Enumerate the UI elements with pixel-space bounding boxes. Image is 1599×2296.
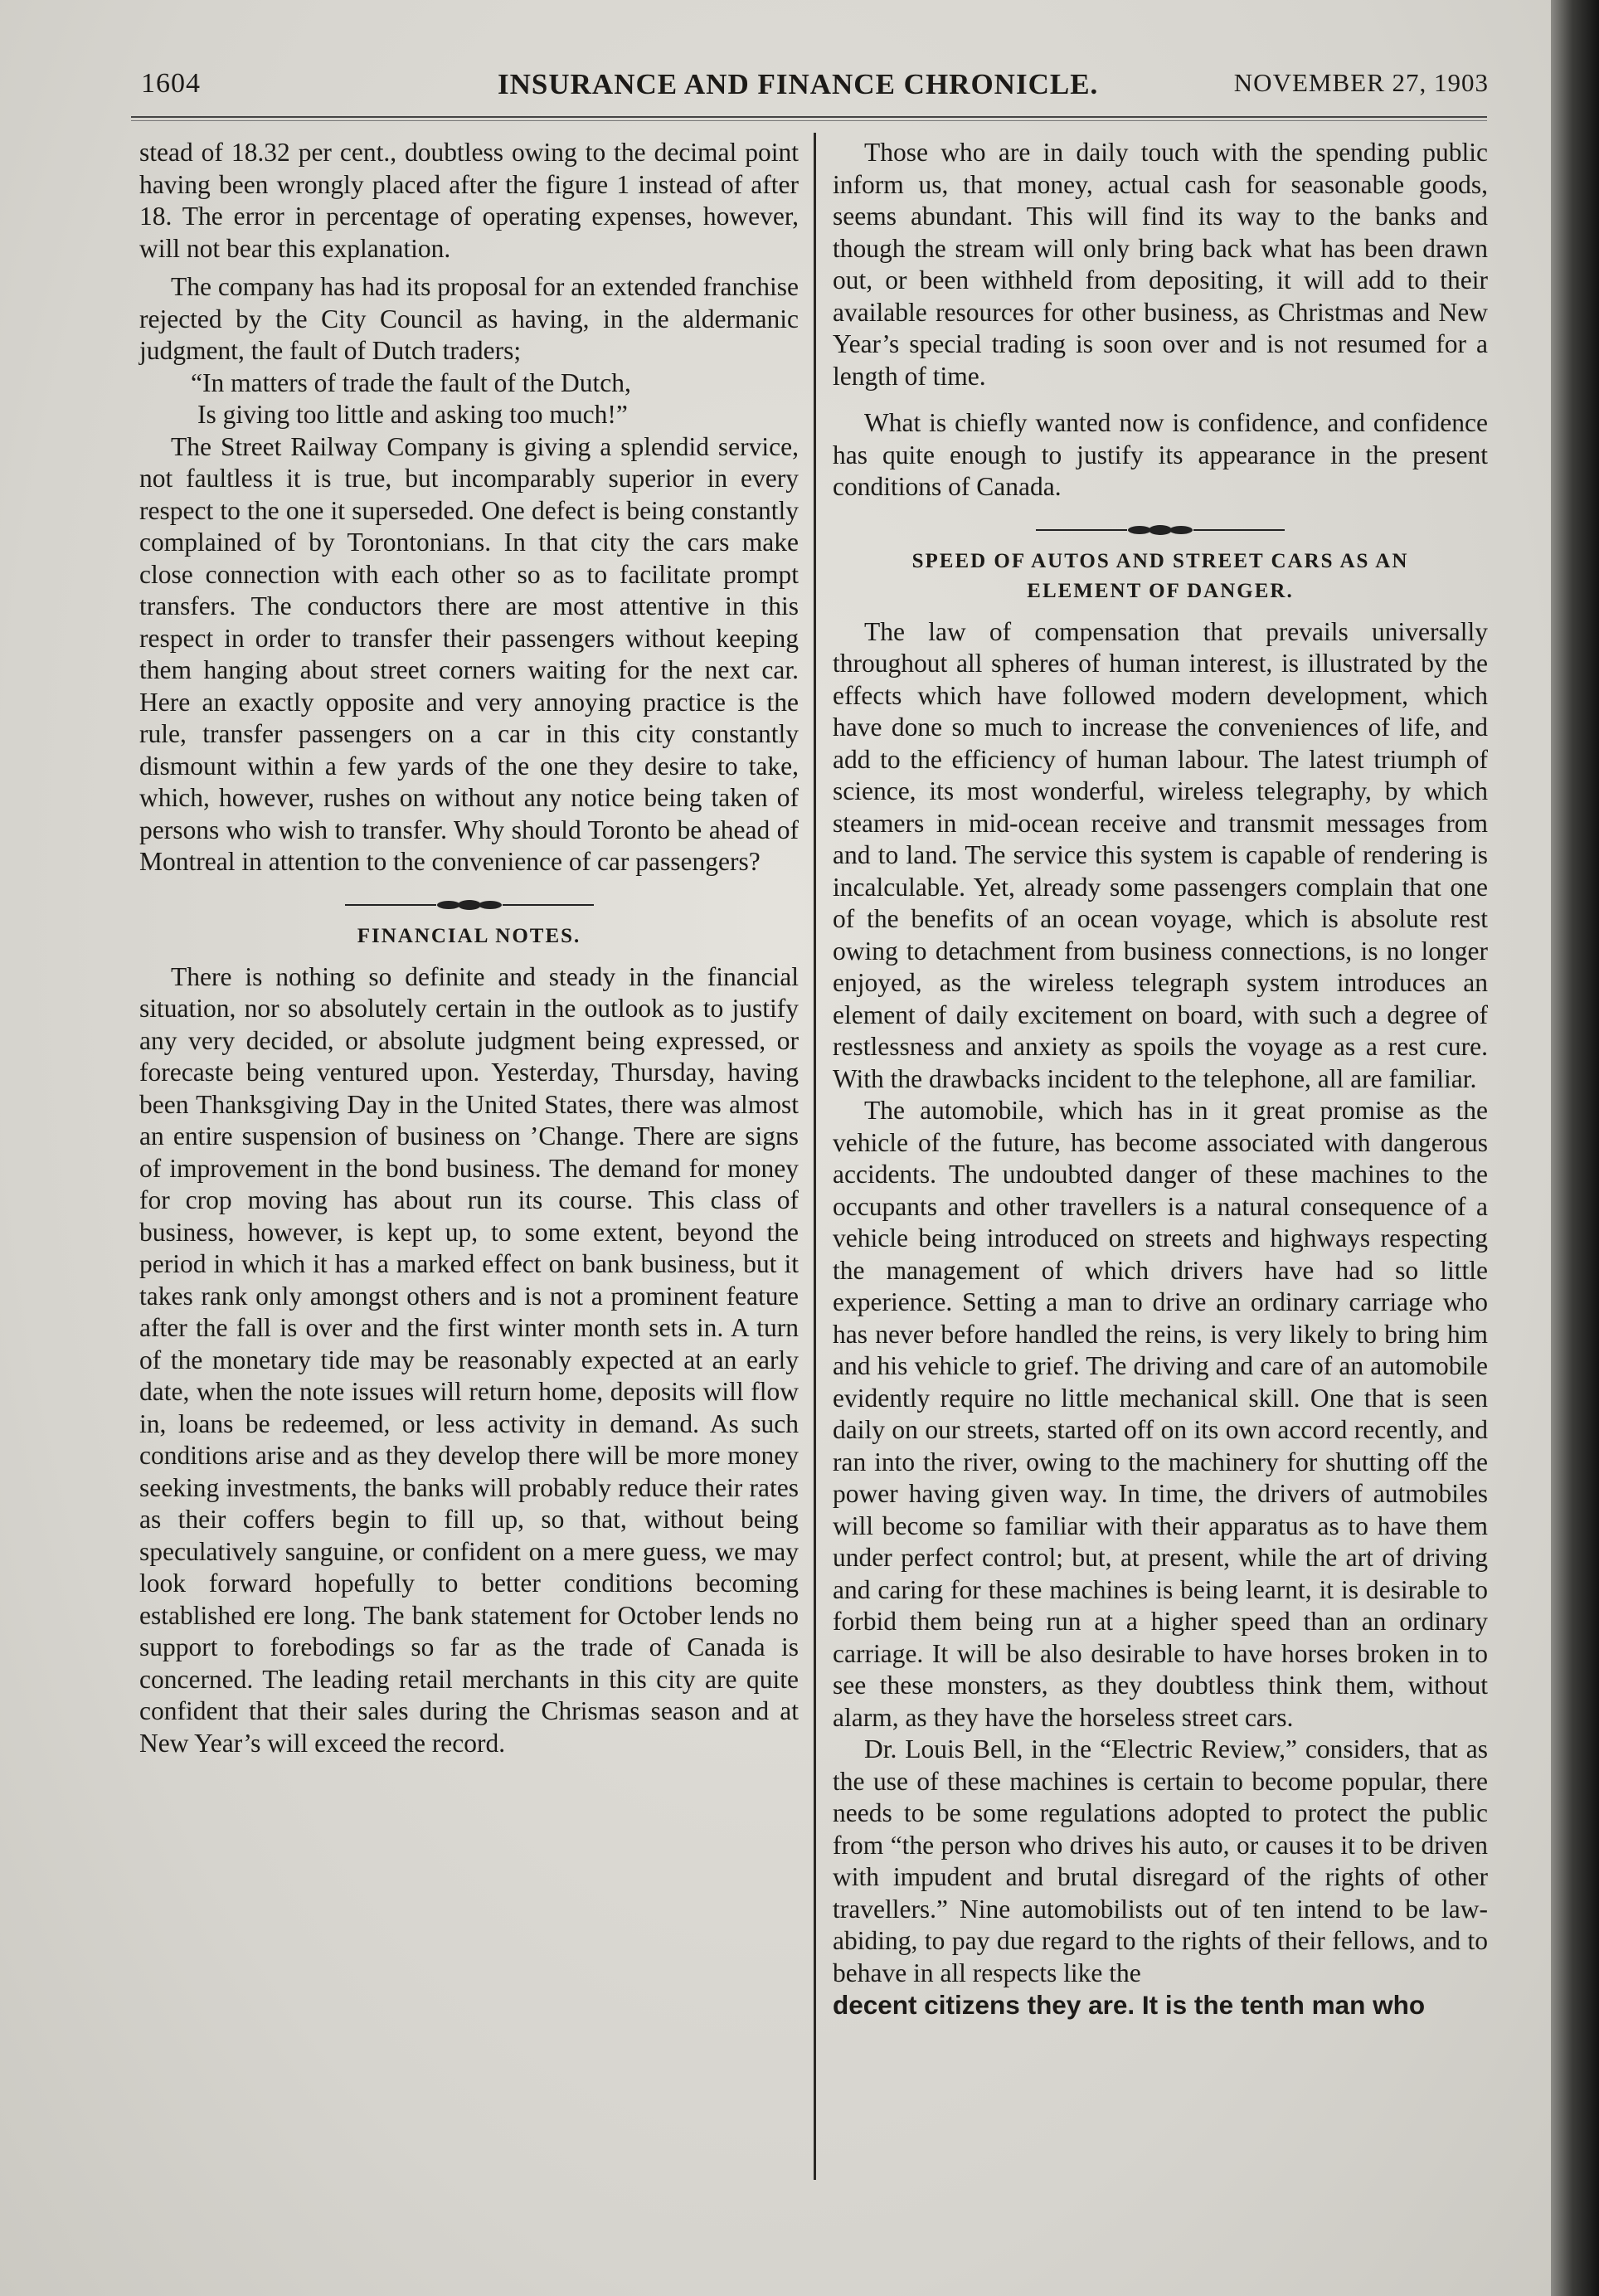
section-heading — [833, 547, 1488, 606]
page-number: 1604 — [141, 68, 201, 99]
paragraph: What is chiefly wanted now is confidence, and confidence has quite enough to justify its appearance in the present conditions of Canada. — [833, 408, 1488, 501]
section-heading-line: SPEED OF AUTOS AND STREET CARS AS AN — [911, 549, 1409, 572]
publication-title: INSURANCE AND FINANCE CHRONICLE. — [498, 68, 1099, 100]
column-divider — [814, 133, 816, 2180]
left-column — [139, 137, 799, 1759]
section-heading: FINANCIAL NOTES. — [357, 924, 581, 947]
paragraph: The company has had its proposal for an extended franchise rejected by the City Council as having, in the aldermanic judgment, the fault of Dutch traders; — [139, 272, 799, 365]
paragraph: Dr. Louis Bell, in the “Electric Review,” considers, that as the use of these machines is certain to become popular, there needs to be some regulations adopted to protect the public from “the person who drives his auto, or causes it to be driven with impudent and brutal disregard of the rights of other travellers.” Nine automobilists out of ten intend to be law-abiding, to pay due regard to the rights of their fellows, and to behave in all respects like the — [833, 1734, 1488, 1987]
paragraph: The law of compensation that prevails universally throughout all spheres of human interest, is illustrated by the effects which have followed modern development, which have done so much to increase the conveniences of life, and add to the efficiency of human labour. The latest triumph of science, its most wonderful, wireless telegraphy, by which steamers in mid-ocean receive and transmit messages from and to land. The service this system is capable of rendering is incalculable. Yet, already some passengers complain that one of the benefits of an ocean voyage, which is absolute rest owing to detachment from business connections, is no longer enjoyed, as the wireless telegraph system introduces an element of daily excitement on board, with such a degree of restlessness and anxiety as spoils the voyage as a rest cure. With the drawbacks incident to the telephone, all are familiar. — [833, 616, 1488, 1093]
issue-date: NOVEMBER 27, 1903 — [1233, 68, 1489, 97]
section-ornament — [345, 897, 594, 913]
paragraph: There is nothing so definite and steady in the financial situation, nor so absolutely certain in the outlook as to justify any very decided, or absolute judgment being expressed, or forecaste being ventured upon. Yesterday, Thursday, having been Thanksgiving Day in the United States, there was almost an entire suspension of business on ’Change. There are signs of improvement in the bond business. The demand for money for crop moving has about run its course. This class of business, however, is kept up, to some extent, beyond the period in which it has a marked effect on bank business, but it takes rank only amongst others and is not a prominent feature after the fall is over and the first winter month sets in. A turn of the monetary tide may be reasonably expected at an early date, when the note issues will return home, deposits will flow in, loans be redeemed, or less activity in demand. As such conditions arise and as they develop there will be more money seeking investments, the banks will probably reduce their rates as their coffers begin to fill up, so that, without being speculatively sanguine, or confident on a mere guess, we may look forward hopefully to better conditions becoming established ere long. The bank statement for October lends no support to forebodings so far as the trade of Canada is concerned. The leading retail merchants in this city are quite confident that their sales during the Chrismas season and at New Year’s will exceed the record. — [139, 961, 799, 1758]
paragraph: Those who are in daily touch with the spending public inform us, that money, actual cash for seasonable goods, seems abundant. This will find its way to the banks and though the stream will only bring back what has been drawn out, or been withheld from depositing, it will add to their available resources for other business, as Christmas and New Year’s special trading is soon over and is not resumed for a length of time. — [833, 138, 1488, 391]
header-rule-thin — [131, 120, 1487, 121]
scan-edge-shadow — [1551, 0, 1599, 2296]
paragraph-continuation: decent citizens they are. It is the tenth man who — [833, 1990, 1426, 2020]
paragraph: stead of 18.32 per cent., doubtless owing to the decimal point having been wrongly placed after the figure 1 instead of after 18. The error in percentage of operating expenses, however, will not bear this explanation. — [139, 138, 799, 263]
right-column — [833, 137, 1488, 2021]
header-rule — [131, 116, 1487, 118]
verse-line: Is giving too little and asking too much!” — [197, 400, 628, 429]
paragraph: The automobile, which has in it great promise as the vehicle of the future, has become associated with dangerous accidents. The undoubted danger of these machines to the occupants and other travellers is a natural consequence of a vehicle being introduced on streets and highways respecting the management of which drivers have had so little experience. Setting a man to drive an ordinary carriage who has never before handled the reins, is very likely to bring him and his vehicle to grief. The driving and care of an automobile evidently require no little mechanical skill. One that is seen daily on our streets, started off on its own accord recently, and ran into the river, owing to the machinery for shutting off the power having given way. In time, the drivers of autmobiles will become so familiar with their apparatus as to have them under perfect control; but, at present, while the art of driving and caring for these machines is being learnt, it is desirable to forbid them being run at a higher speed than an ordinary carriage. It will be also desirable to have horses broken in to see these monsters, as they doubtless think them, without alarm, as they have the horseless street cars. — [833, 1096, 1488, 1732]
section-ornament — [1036, 522, 1285, 538]
verse-line: “In matters of trade the fault of the Dutch, — [191, 367, 631, 397]
paragraph: The Street Railway Company is giving a splendid service, not faultless it is true, but incomparably superior in every respect to the one it superseded. One defect is being constantly complained of by Torontonians. In that city the cars make close connection with each other so as to facilitate prompt transfers. The conductors there are most attentive in this respect in order to transfer their passengers without keeping them hanging about street corners waiting for the next car. Here an exactly opposite and very annoying practice is the rule, transfer passengers on a car in this city constantly dismount within a few yards of the one they desire to take, which, however, rushes on without any notice being taken of persons who wish to transfer. Why should Toronto be ahead of Montreal in attention to the convenience of car passengers? — [139, 431, 799, 876]
section-heading-line: ELEMENT OF DANGER. — [1027, 579, 1294, 602]
page-header — [141, 68, 1489, 109]
